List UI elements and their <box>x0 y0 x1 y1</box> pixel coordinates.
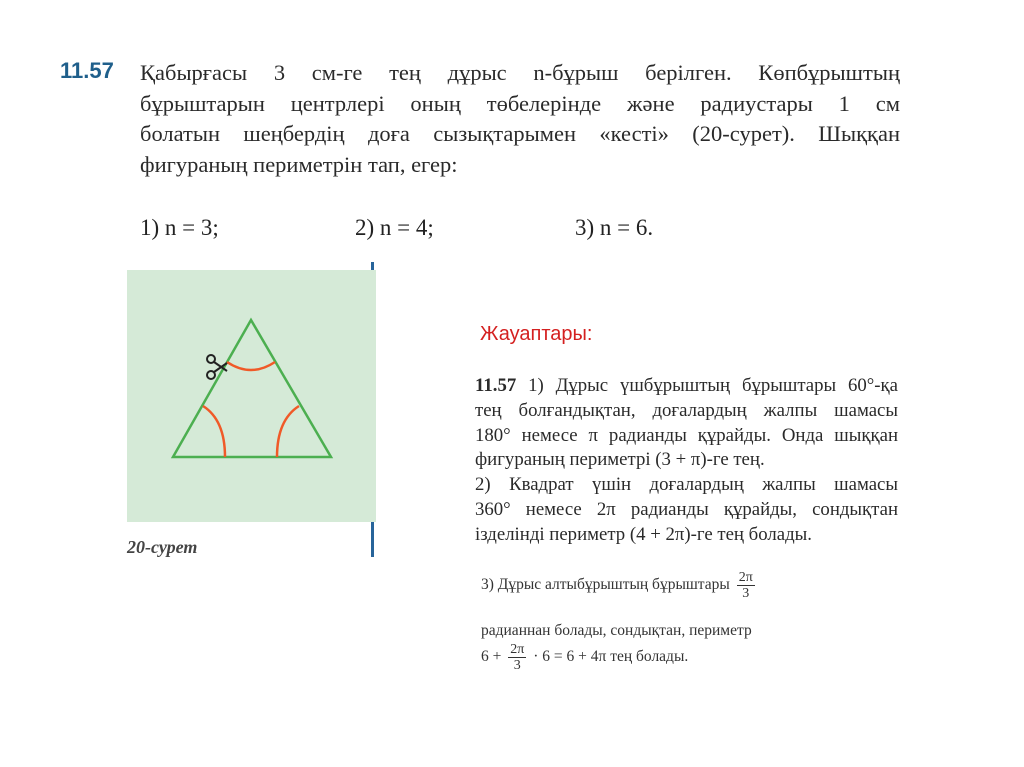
answer-number: 11.57 <box>475 375 517 396</box>
answer-line: тең болғандықтан, доғалардың жалпы шамасы <box>475 399 898 421</box>
figure-caption: 20-сурет <box>127 537 198 557</box>
problem-line: фигураның периметрін тап, егер: <box>140 151 458 177</box>
case-3: 3) n = 6. <box>575 215 654 240</box>
answer-line: 2) Квадрат үшін доғалардың жалпы шамасы <box>475 474 898 496</box>
answer-line-text: 1) Дұрыс үшбұрыштың бұрыштары 60°-қа <box>528 375 898 396</box>
answer-part-3-line1 <box>481 570 758 601</box>
formula-suffix: · 6 = 6 + 4π <box>533 648 607 666</box>
answer-part3-text: 3) Дұрыс алтыбұрыштың бұрыштары <box>481 576 730 594</box>
case-2: 2) n = 4; <box>355 215 434 240</box>
fraction-numerator: 2π <box>738 570 753 585</box>
figure-drawing <box>127 270 376 522</box>
formula-end: тең болады. <box>610 648 689 666</box>
arc-right <box>277 406 299 457</box>
fraction-numerator: 2π <box>510 642 525 657</box>
case-1: 1) n = 3; <box>140 215 219 240</box>
triangle <box>173 320 331 457</box>
arc-left <box>203 406 225 457</box>
formula-prefix: 6 + <box>481 648 502 666</box>
fraction <box>737 570 755 601</box>
answer-part-3-formula <box>481 642 688 673</box>
answer-line: 360° немесе 2π радианды құрайды, сондықтан <box>475 498 898 520</box>
fraction <box>508 642 526 673</box>
problem-line: Қабырғасы 3 см-ге тең дұрыс n-бұрыш берілген. Көпбұрыштың <box>140 60 900 85</box>
answer-line: 180° немесе π радианды құрайды. Онда шыққан <box>475 424 898 446</box>
problem-number: 11.57 <box>60 58 114 83</box>
answer-line <box>475 374 898 399</box>
figure-20 <box>127 270 376 522</box>
answer-parts-1-2 <box>475 374 898 548</box>
problem-line: бұрыштарын центрлері оның төбелерінде және радиустары 1 см <box>140 90 900 116</box>
answer-line: фигураның периметрі (3 + π)-ге тең. <box>475 449 765 471</box>
problem-text <box>140 58 900 180</box>
fraction-denominator: 3 <box>742 586 750 601</box>
arc-top <box>227 362 275 370</box>
answer-line: ізделінді периметр (4 + 2π)-ге тең болады. <box>475 523 812 545</box>
fraction-denominator: 3 <box>513 658 521 673</box>
answers-heading: Жауаптары: <box>480 323 593 345</box>
answer-part-3-line2: радианнан болады, сондықтан, периметр <box>481 622 752 639</box>
problem-line: болатын шеңбердің доға сызықтарымен «кесті» (20-сурет). Шыққан <box>140 121 900 146</box>
problem-cases <box>140 215 740 249</box>
